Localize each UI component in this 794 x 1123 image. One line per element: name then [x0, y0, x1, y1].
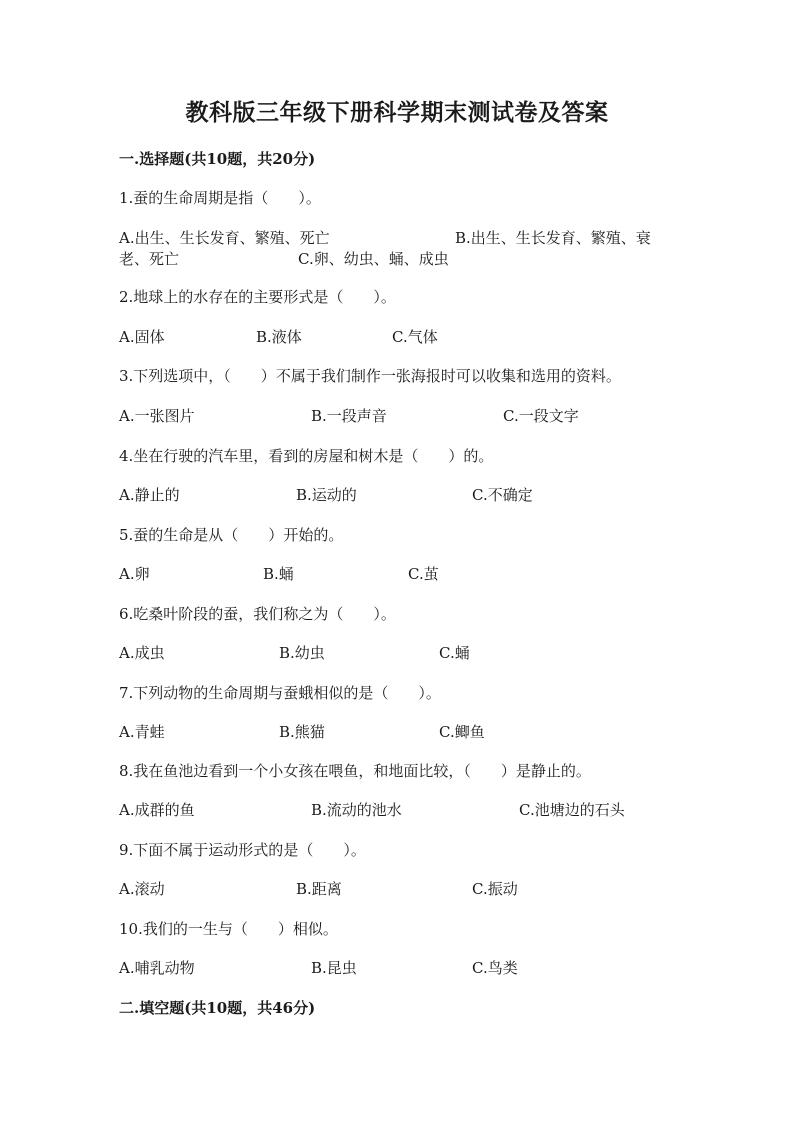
option-c: C.一段文字 — [503, 407, 579, 425]
question-stem: 10.我们的一生与（ ）相似。 — [119, 920, 338, 938]
option-b: B.流动的池水 — [311, 801, 402, 819]
option-a: A.一张图片 — [119, 407, 195, 425]
option-b: B.幼虫 — [279, 644, 325, 662]
option-c: C.茧 — [408, 565, 439, 583]
option-a: A.固体 — [119, 328, 165, 346]
option-b-continued: 老、死亡 — [119, 250, 180, 268]
option-c: C.卵、幼虫、蛹、成虫 — [298, 250, 449, 268]
option-b: B.蛹 — [263, 565, 294, 583]
option-b: B.距离 — [296, 880, 342, 898]
option-b: B.运动的 — [296, 486, 357, 504]
option-c: C.蛹 — [439, 644, 470, 662]
option-a: A.成虫 — [119, 644, 165, 662]
question-stem: 8.我在鱼池边看到一个小女孩在喂鱼，和地面比较，（ ）是静止的。 — [119, 762, 591, 780]
option-c: C.鲫鱼 — [439, 723, 485, 741]
section-heading-fill-in: 二.填空题(共10题，共46分) — [119, 999, 316, 1017]
option-c: C.鸟类 — [472, 959, 518, 977]
question-stem: 4.坐在行驶的汽车里，看到的房屋和树木是（ ）的。 — [119, 447, 494, 465]
option-a: A.成群的鱼 — [119, 801, 195, 819]
question-stem: 9.下面不属于运动形式的是（ ）。 — [119, 841, 366, 859]
option-b: B.昆虫 — [311, 959, 357, 977]
option-a: A.静止的 — [119, 486, 180, 504]
option-a: A.卵 — [119, 565, 150, 583]
page-title: 教科版三年级下册科学期末测试卷及答案 — [185, 99, 609, 126]
option-c: C.气体 — [392, 328, 438, 346]
question-stem: 3.下列选项中，（ ）不属于我们制作一张海报时可以收集和选用的资料。 — [119, 367, 621, 385]
option-c: C.振动 — [472, 880, 518, 898]
option-a: A.青蛙 — [119, 723, 165, 741]
question-stem: 7.下列动物的生命周期与蚕蛾相似的是（ ）。 — [119, 684, 441, 702]
option-b: B.出生、生长发育、繁殖、衰 — [455, 229, 651, 247]
option-a: A.出生、生长发育、繁殖、死亡 — [119, 229, 330, 247]
option-a: A.哺乳动物 — [119, 959, 195, 977]
option-c: C.不确定 — [472, 486, 533, 504]
question-stem: 1.蚕的生命周期是指（ ）。 — [119, 189, 321, 207]
option-b: B.一段声音 — [311, 407, 387, 425]
option-b: B.熊猫 — [279, 723, 325, 741]
question-stem: 5.蚕的生命是从（ ）开始的。 — [119, 526, 344, 544]
question-stem: 2.地球上的水存在的主要形式是（ ）。 — [119, 288, 396, 306]
option-b: B.液体 — [256, 328, 302, 346]
option-a: A.滚动 — [119, 880, 165, 898]
question-stem: 6.吃桑叶阶段的蚕，我们称之为（ ）。 — [119, 605, 396, 623]
section-heading-choice: 一.选择题(共10题，共20分) — [119, 150, 316, 168]
option-c: C.池塘边的石头 — [519, 801, 625, 819]
